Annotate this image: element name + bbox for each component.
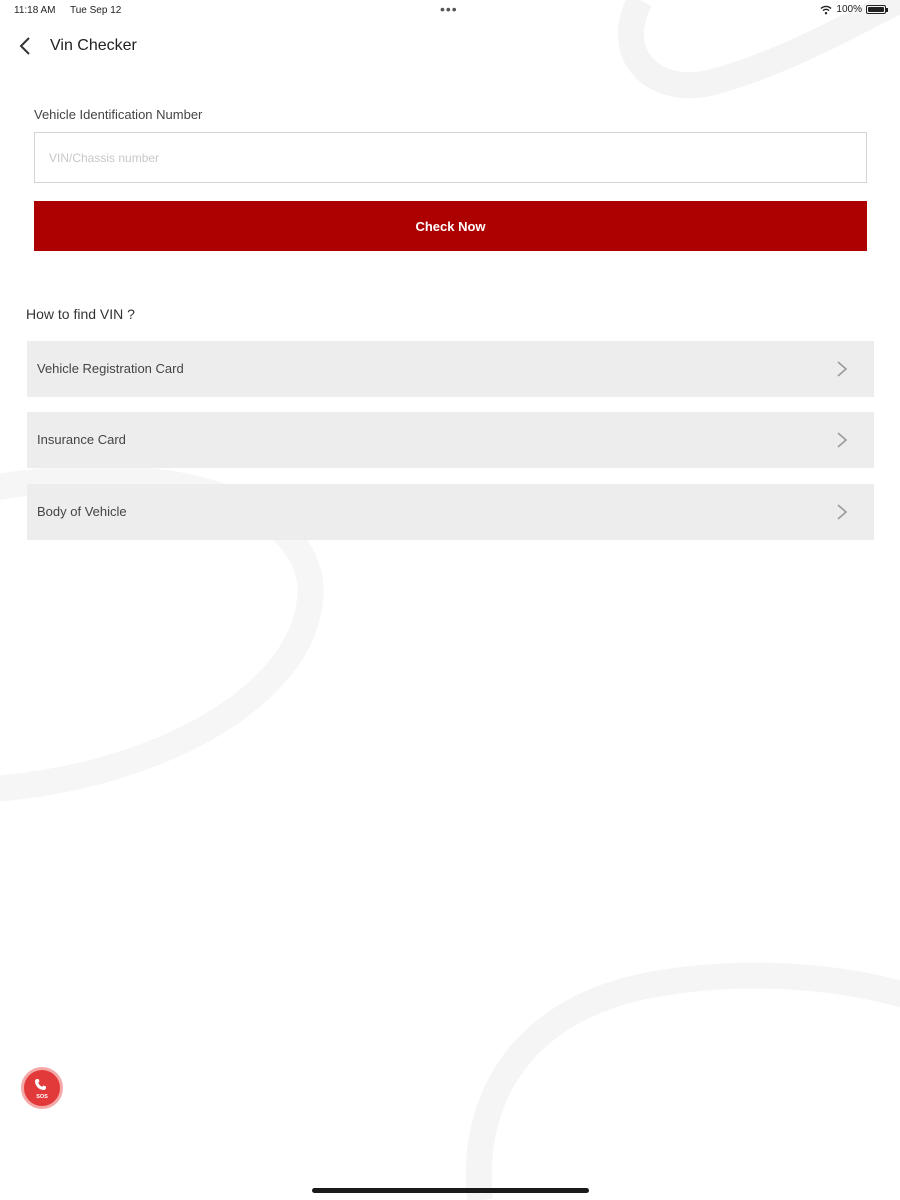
battery-percent: 100% <box>836 4 862 15</box>
help-item-label: Body of Vehicle <box>37 504 127 519</box>
status-time: 11:18 AM <box>14 5 56 16</box>
chevron-right-icon <box>836 360 848 378</box>
help-item-insurance-card[interactable] <box>27 412 874 468</box>
sos-call-button[interactable] <box>21 1067 63 1109</box>
help-item-label: Vehicle Registration Card <box>37 361 184 376</box>
help-item-label: Insurance Card <box>37 432 126 447</box>
chevron-right-icon <box>836 431 848 449</box>
multitasking-dots-icon[interactable]: ••• <box>440 1 458 17</box>
battery-icon <box>866 5 886 14</box>
status-indicators <box>820 4 886 15</box>
header <box>0 30 900 62</box>
sos-label: SOS <box>36 1094 48 1100</box>
chevron-right-icon <box>836 503 848 521</box>
how-to-find-title: How to find VIN ? <box>26 306 135 322</box>
vin-field-label: Vehicle Identification Number <box>34 107 203 122</box>
help-item-registration-card[interactable] <box>27 341 874 397</box>
back-arrow-icon[interactable] <box>14 34 38 58</box>
wifi-icon <box>820 5 832 15</box>
check-now-button[interactable]: Check Now <box>34 201 867 251</box>
page-title: Vin Checker <box>50 37 137 54</box>
help-item-body-of-vehicle[interactable] <box>27 484 874 540</box>
phone-sos-icon <box>31 1076 53 1100</box>
status-date: Tue Sep 12 <box>70 5 122 16</box>
status-bar <box>0 0 900 22</box>
vin-input[interactable] <box>34 132 867 183</box>
home-indicator[interactable] <box>312 1188 589 1193</box>
